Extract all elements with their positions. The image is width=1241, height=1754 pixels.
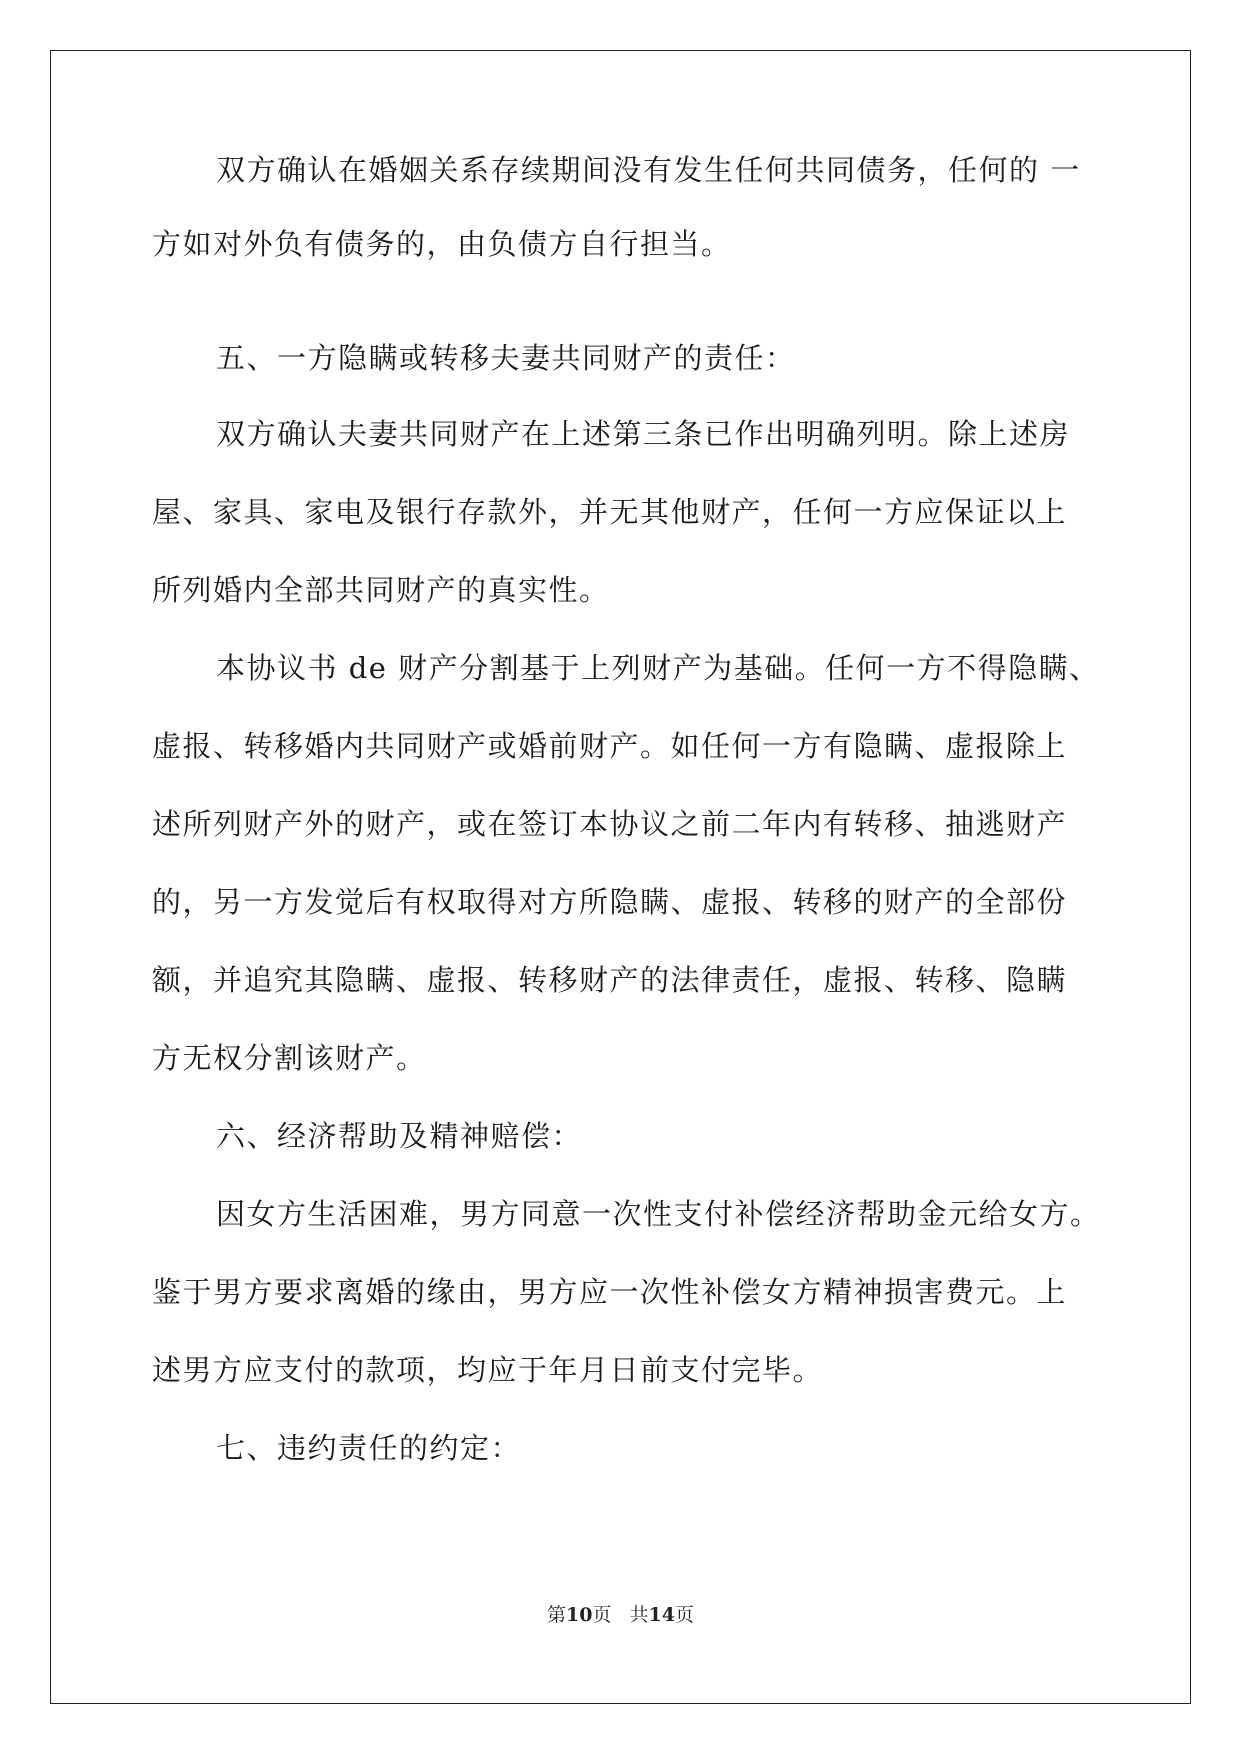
paragraph-line: 方无权分割该财产。	[152, 1041, 427, 1075]
paragraph-line: 方如对外负有债务的，由负债方自行担当。	[152, 227, 732, 261]
page-footer	[0, 1600, 1241, 1627]
paragraph-line: 述男方应支付的款项，均应于年月日前支付完毕。	[152, 1353, 824, 1387]
total-prefix: 共	[629, 1604, 649, 1626]
page-number: 10	[566, 1604, 593, 1626]
paragraph-line: 本协议书 de 财产分割基于上列财产为基础。任何一方不得隐瞒、	[216, 651, 1100, 685]
page-prefix: 第	[547, 1604, 567, 1626]
paragraph-line: 因女方生活困难，男方同意一次性支付补偿经济帮助金元给女方。	[216, 1197, 1101, 1231]
paragraph-line: 鉴于男方要求离婚的缘由，男方应一次性补偿女方精神损害费元。上	[152, 1275, 1068, 1309]
paragraph-line: 虚报、转移婚内共同财产或婚前财产。如任何一方有隐瞒、虚报除上	[152, 729, 1068, 763]
total-suffix: 页	[674, 1604, 694, 1626]
paragraph-line: 所列婚内全部共同财产的真实性。	[152, 573, 610, 607]
total-pages: 14	[648, 1604, 675, 1626]
section-heading: 五、一方隐瞒或转移夫妻共同财产的责任：	[216, 341, 796, 375]
paragraph-line: 的，另一方发觉后有权取得对方所隐瞒、虚报、转移的财产的全部份	[152, 885, 1068, 919]
section-heading: 六、经济帮助及精神赔偿：	[216, 1119, 583, 1153]
section-heading: 七、违约责任的约定：	[216, 1431, 522, 1465]
paragraph-line: 双方确认在婚姻关系存续期间没有发生任何共同债务，任何的 一	[216, 153, 1081, 187]
paragraph-line: 额，并追究其隐瞒、虚报、转移财产的法律责任，虚报、转移、隐瞒	[152, 963, 1068, 997]
paragraph-line: 双方确认夫妻共同财产在上述第三条已作出明确列明。除上述房	[216, 417, 1071, 451]
paragraph-line: 述所列财产外的财产，或在签订本协议之前二年内有转移、抽逃财产	[152, 807, 1068, 841]
paragraph-line: 屋、家具、家电及银行存款外，并无其他财产，任何一方应保证以上	[152, 495, 1068, 529]
page-suffix: 页	[592, 1604, 612, 1626]
